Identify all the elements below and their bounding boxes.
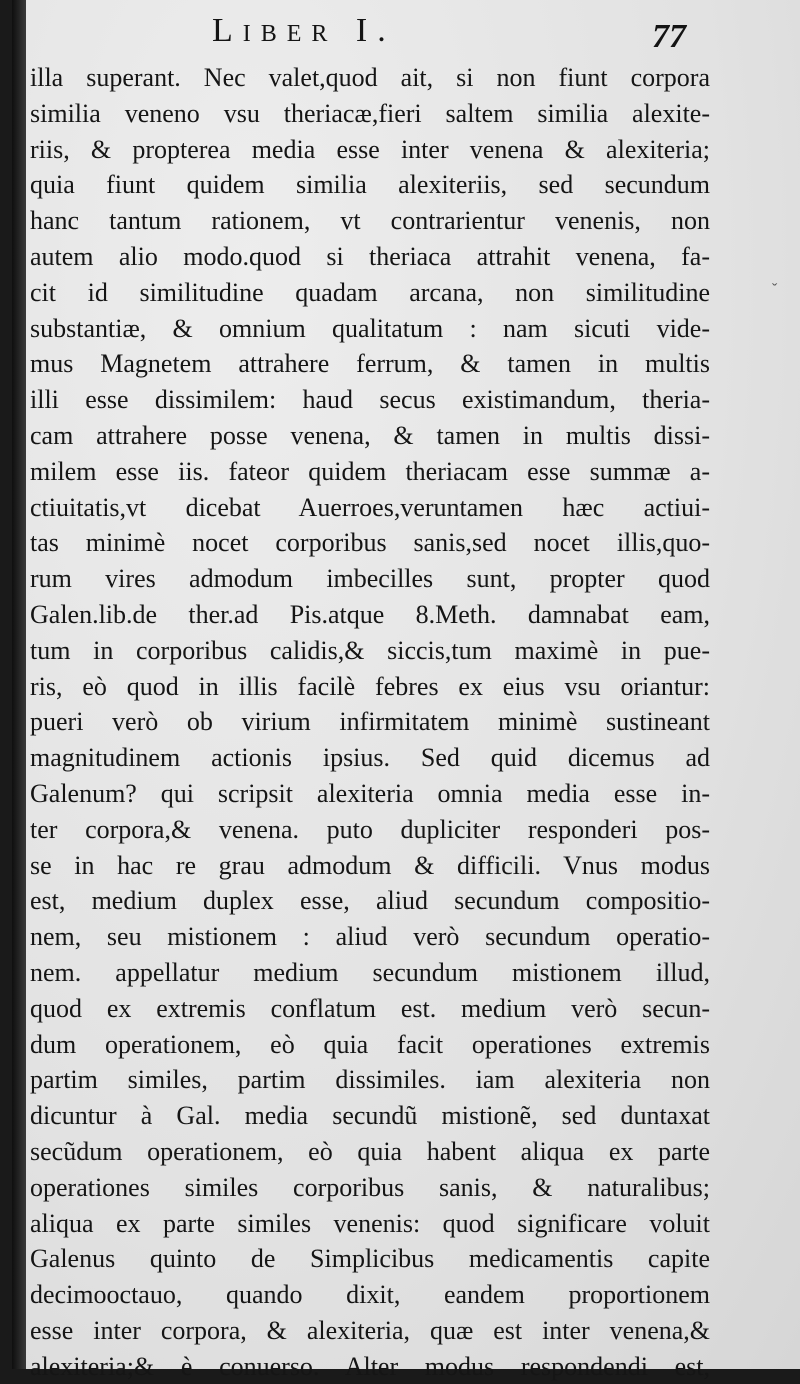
text-line: dicuntur à Gal. media secundũ mistionẽ, sed duntaxat xyxy=(30,1101,710,1131)
body-text xyxy=(30,60,710,1384)
text-line: est, medium duplex esse, aliud secundum compositio- xyxy=(30,886,710,916)
text-line: milem esse iis. fateor quidem theriacam esse summæ a- xyxy=(30,456,710,486)
text-line: rum vires admodum imbecilles sunt, propter quod xyxy=(30,564,710,594)
margin-mark: ˇ xyxy=(772,282,778,299)
text-line: cit id similitudine quadam arcana, non similitudine xyxy=(30,277,710,307)
text-line: decimooctauo, quando dixit, eandem proportionem xyxy=(30,1280,710,1310)
page-header xyxy=(12,8,800,55)
text-line: nem, seu mistionem : aliud verò secundum operatio- xyxy=(30,922,710,952)
text-line: quia fiunt quidem similia alexiteriis, sed secundum xyxy=(30,170,710,200)
text-line: cam attrahere posse venena, & tamen in multis dissi- xyxy=(30,420,710,450)
text-line: se in hac re grau admodum & difficili. Vnus modus xyxy=(30,850,710,880)
text-line: ter corpora,& venena. puto dupliciter responderi pos- xyxy=(30,814,710,844)
text-line: illa superant. Nec valet,quod ait, si non fiunt corpora xyxy=(30,63,710,92)
text-line: pueri verò ob virium infirmitatem minimè sustineant xyxy=(30,707,710,737)
text-line: Galenum? qui scripsit alexiteria omnia media esse in- xyxy=(30,778,710,808)
text-line: partim similes, partim dissimiles. iam alexiteria non xyxy=(30,1065,710,1095)
text-line: substantiæ, & omnium qualitatum : nam sicuti vide- xyxy=(30,313,710,343)
text-line: tas minimè nocet corporibus sanis,sed nocet illis,quo- xyxy=(30,528,710,558)
text-line: secũdum operationem, eò quia habent aliqua ex parte xyxy=(30,1136,710,1166)
text-line: autem alio modo.quod si theriaca attrahit venena, fa- xyxy=(30,241,710,271)
text-line: tum in corporibus calidis,& siccis,tum maximè in pue- xyxy=(30,635,710,665)
text-line: ctiuitatis,vt dicebat Auerroes,veruntamen hæc actiui- xyxy=(30,492,710,522)
text-line: alexiteria;& è conuerso. Alter modus respondendi est, xyxy=(30,1351,710,1381)
text-line: ris, eò quod in illis facilè febres ex eius vsu oriantur: xyxy=(30,671,710,701)
text-line: quod ex extremis conflatum est. medium verò secun- xyxy=(30,993,710,1023)
text-line: hanc tantum rationem, vt contrarientur venenis, non xyxy=(30,206,710,236)
running-head: Liber I. xyxy=(212,12,396,49)
text-line: magnitudinem actionis ipsius. Sed quid dicemus ad xyxy=(30,743,710,773)
text-line: aliqua ex parte similes venenis: quod significare voluit xyxy=(30,1208,710,1238)
text-line: Galenus quinto de Simplicibus medicamentis capite xyxy=(30,1244,710,1274)
text-line: illi esse dissimilem: haud secus existimandum, theria- xyxy=(30,385,710,415)
text-line: esse inter corpora, & alexiteria, quæ est inter venena,& xyxy=(30,1315,710,1345)
text-line: mus Magnetem attrahere ferrum, & tamen in multis xyxy=(30,349,710,379)
text-line: nem. appellatur medium secundum mistionem illud, xyxy=(30,957,710,987)
page-gutter-shadow xyxy=(12,0,26,1369)
book-page xyxy=(12,0,800,1381)
text-line: dum operationem, eò quia facit operationes extremis xyxy=(30,1029,710,1059)
page-number: 77 xyxy=(652,18,686,55)
text-line: operationes similes corporibus sanis, & naturalibus; xyxy=(30,1172,710,1202)
text-line: similia veneno vsu theriacæ,fieri saltem similia alexite- xyxy=(30,98,710,128)
text-line: riis, & propterea media esse inter venena & alexiteria; xyxy=(30,134,710,164)
text-line: Galen.lib.de ther.ad Pis.atque 8.Meth. damnabat eam, xyxy=(30,599,710,629)
